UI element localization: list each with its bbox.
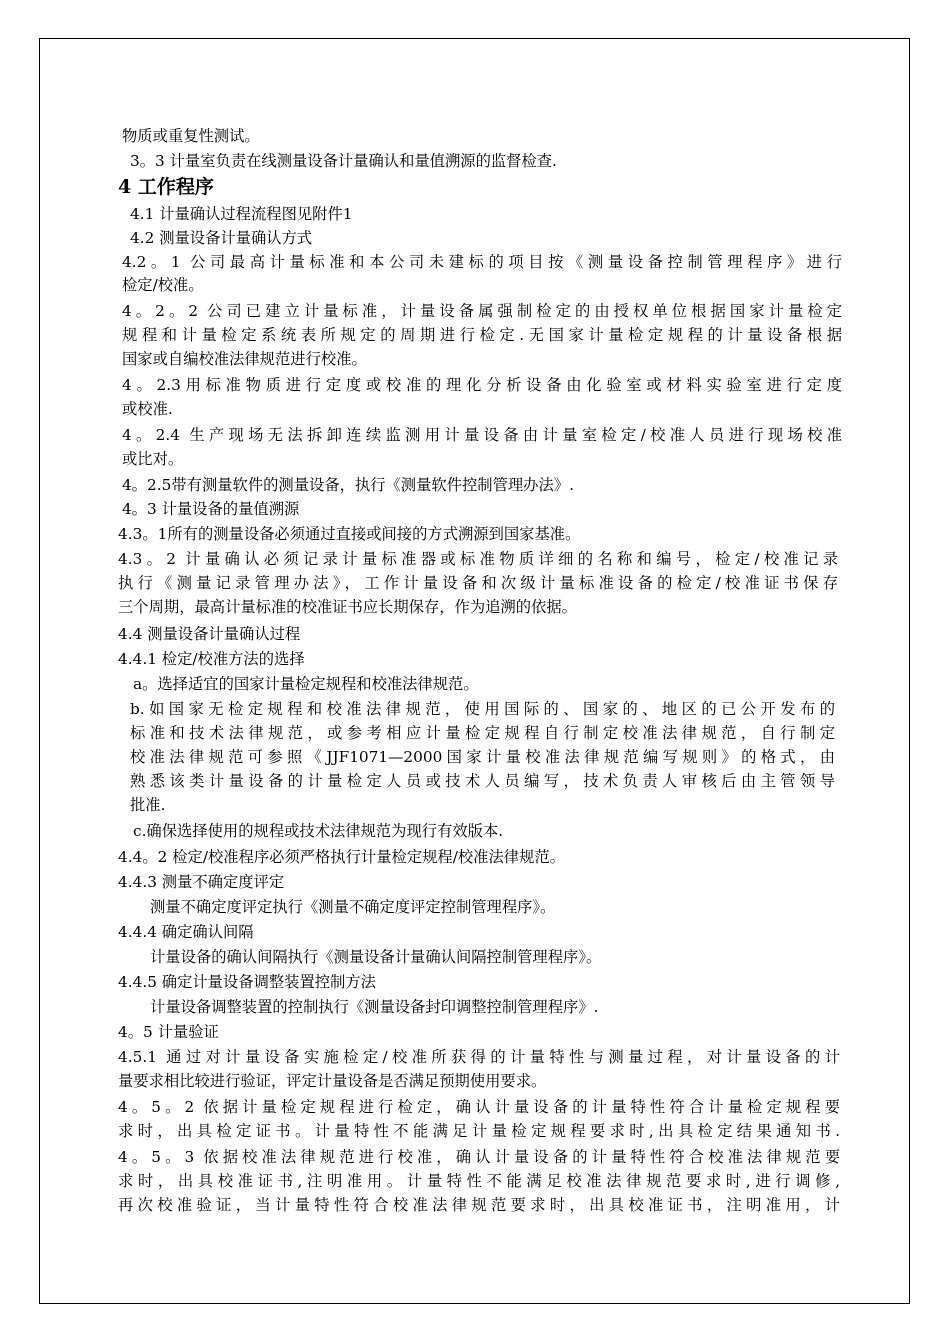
section-heading: 4 工作程序 — [118, 176, 214, 198]
text-line: a。选择适宜的国家计量检定规程和校准法律规范。 — [133, 675, 479, 693]
text-line: 4。3 计量设备的量值溯源 — [122, 500, 300, 518]
text-line: 求时，出具校准证书,注明准用。计量特性不能满足校准法律规范要求时,进行调修, — [118, 1172, 840, 1190]
text-line: 三个周期，最高计量标准的校准证书应长期保存，作为追溯的依据。 — [118, 598, 577, 616]
text-line: 测量不确定度评定执行《测量不确定度评定控制管理程序》。 — [150, 898, 556, 916]
text-line: 或比对。 — [122, 450, 184, 468]
text-line: 计量设备的确认间隔执行《测量设备计量确认间隔控制管理程序》。 — [150, 948, 602, 966]
text-line: 求时，出具检定证书。计量特性不能满足计量检定规程要求时,出具检定结果通知书. — [118, 1122, 840, 1140]
text-line: 批准. — [130, 796, 166, 814]
text-line: 再次校准验证，当计量特性符合校准法律规范要求时，出具校准证书，注明准用，计 — [118, 1196, 840, 1214]
text-line: 4。2.3用标准物质进行定度或校准的理化分析设备由化验室或材料实验室进行定度 — [122, 376, 842, 394]
text-line: 3。3 计量室负责在线测量设备计量确认和量值溯源的监督检查. — [130, 152, 557, 170]
text-line: 4.3。1所有的测量设备必须通过直接或间接的方式溯源到国家基准。 — [118, 525, 581, 543]
text-line: 4.4.5 确定计量设备调整装置控制方法 — [118, 973, 376, 991]
text-line: 4.3。2 计量确认必须记录计量标准器或标准物质详细的名称和编号，检定/校准记录 — [118, 550, 838, 568]
text-line: 量要求相比较进行验证，评定计量设备是否满足预期使用要求。 — [118, 1072, 547, 1090]
text-line: 计量设备调整装置的控制执行《测量设备封印调整控制管理程序》. — [150, 998, 599, 1016]
text-line: 熟悉该类计量设备的计量检定人员或技术人员编写，技术负责人审核后由主管领导 — [130, 772, 835, 790]
text-line: 4.1 计量确认过程流程图见附件1 — [130, 205, 353, 223]
text-line: 4.4。2 检定/校准程序必须严格执行计量检定规程/校准法律规范。 — [118, 848, 565, 866]
text-line: 国家或自编校准法律规范进行校准。 — [122, 350, 367, 368]
text-line: 4。5 计量验证 — [118, 1023, 219, 1041]
text-line: 4.4.4 确定确认间隔 — [118, 923, 254, 941]
text-line: 4.2。1 公司最高计量标准和本公司未建标的项目按《测量设备控制管理程序》进行 — [122, 253, 842, 271]
text-line: 4.4 测量设备计量确认过程 — [118, 625, 301, 643]
text-line: 4。2.4 生产现场无法拆卸连续监测用计量设备由计量室检定/校准人员进行现场校准 — [122, 426, 842, 444]
text-line: 或校准. — [122, 400, 173, 418]
text-line: 4。5。3 依据校准法律规范进行校准，确认计量设备的计量特性符合校准法律规范要 — [118, 1148, 840, 1166]
text-line: 4.4.3 测量不确定度评定 — [118, 873, 285, 891]
text-line: 标准和技术法律规范，或参考相应计量检定规程自行制定校准法律规范，自行制定 — [130, 724, 835, 742]
text-line: 校准法律规范可参照《JJF1071—2000国家计量校准法律规范编写规则》的格式，由 — [130, 748, 835, 766]
text-line: 物质或重复性测试。 — [122, 127, 260, 145]
text-line: b.如国家无检定规程和校准法律规范，使用国际的、国家的、地区的已公开发布的 — [130, 700, 835, 718]
text-line: 4。5。2 依据计量检定规程进行检定，确认计量设备的计量特性符合计量检定规程要 — [118, 1098, 840, 1116]
text-line: 4。2。2 公司已建立计量标准，计量设备属强制检定的由授权单位根据国家计量检定 — [122, 302, 842, 320]
text-line: 检定/校准。 — [122, 276, 204, 294]
text-line: 4.5.1 通过对计量设备实施检定/校准所获得的计量特性与测量过程，对计量设备的计 — [118, 1048, 840, 1066]
text-line: 4.4.1 检定/校准方法的选择 — [118, 650, 305, 668]
text-line: 规程和计量检定系统表所规定的周期进行检定.无国家计量检定规程的计量设备根据 — [122, 326, 842, 344]
text-line: 4。2.5带有测量软件的测量设备，执行《测量软件控制管理办法》. — [122, 476, 574, 494]
text-line: c.确保选择使用的规程或技术法律规范为现行有效版本. — [133, 822, 504, 840]
text-line: 4.2 测量设备计量确认方式 — [130, 229, 313, 247]
text-line: 执行《测量记录管理办法》，工作计量设备和次级计量标准设备的检定/校准证书保存 — [118, 574, 838, 592]
